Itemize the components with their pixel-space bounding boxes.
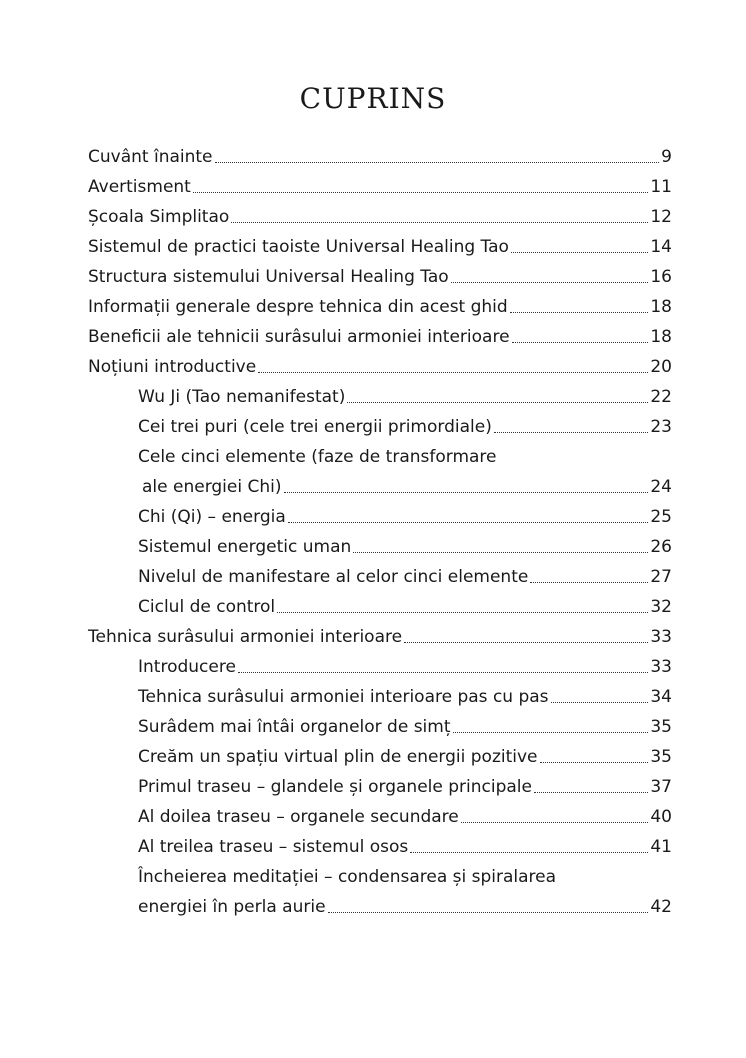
dot-leader — [193, 191, 649, 193]
toc-entry — [88, 532, 672, 562]
toc-title: CUPRINS — [299, 82, 447, 115]
toc-entry — [88, 832, 672, 862]
toc-entry — [88, 682, 672, 712]
toc-entry-page-number: 37 — [650, 777, 672, 797]
toc-entry-page-number: 32 — [650, 597, 672, 617]
toc-entry-page-number: 41 — [650, 837, 672, 857]
dot-leader — [540, 761, 649, 763]
toc-entry — [88, 442, 672, 472]
toc-entry — [88, 412, 672, 442]
toc-entry-page-number: 22 — [650, 387, 672, 407]
dot-leader — [258, 371, 648, 373]
dot-leader — [353, 551, 648, 553]
dot-leader — [347, 401, 648, 403]
dot-leader — [511, 251, 648, 253]
dot-leader — [494, 431, 649, 433]
dot-leader — [451, 281, 649, 283]
toc-entry — [88, 352, 672, 382]
dot-leader — [404, 641, 648, 643]
toc-entry-title: Informații generale despre tehnica din acest ghid — [88, 297, 508, 317]
toc-entry-title: Cuvânt înainte — [88, 147, 213, 167]
toc-entry-page-number: 33 — [650, 627, 672, 647]
toc-entry — [88, 802, 672, 832]
toc-entry-page-number: 35 — [650, 717, 672, 737]
toc-entry — [88, 562, 672, 592]
toc-entry-title: Chi (Qi) – energia — [138, 507, 286, 527]
toc-entry-title: Cei trei puri (cele trei energii primordiale) — [138, 417, 492, 437]
dot-leader — [231, 221, 648, 223]
toc-entry-page-number: 42 — [650, 897, 672, 917]
toc-entry-title: Tehnica surâsului armoniei interioare pas cu pas — [138, 687, 549, 707]
toc-entry — [88, 502, 672, 532]
dot-leader — [510, 311, 649, 313]
dot-leader — [238, 671, 648, 673]
toc-entry-page-number: 35 — [650, 747, 672, 767]
toc-entry-page-number: 40 — [650, 807, 672, 827]
toc-entry-title: Avertisment — [88, 177, 191, 197]
toc-entry-page-number: 11 — [650, 177, 672, 197]
toc-entry-title: Ciclul de control — [138, 597, 276, 617]
toc-entry-page-number: 12 — [650, 207, 672, 227]
toc-entry — [88, 892, 672, 922]
toc-entry-title: Al treilea traseu – sistemul osos — [138, 837, 409, 857]
toc-entry — [88, 262, 672, 292]
toc-entry — [88, 472, 672, 502]
toc-entry-page-number: 34 — [650, 687, 672, 707]
toc-entry-page-number: 25 — [650, 507, 672, 527]
toc-entry-title: Al doilea traseu – organele secundare — [138, 807, 459, 827]
toc-entry — [88, 862, 672, 892]
toc-entry — [88, 142, 672, 172]
table-of-contents — [88, 142, 672, 922]
toc-entry — [88, 292, 672, 322]
toc-entry-title: energiei în perla aurie — [138, 897, 326, 917]
dot-leader — [512, 341, 649, 343]
dot-leader — [215, 161, 660, 163]
toc-entry — [88, 322, 672, 352]
toc-entry-title: Beneficii ale tehnicii surâsului armoniei interioare — [88, 327, 510, 347]
toc-entry-page-number: 20 — [650, 357, 672, 377]
toc-entry — [88, 202, 672, 232]
dot-leader — [284, 491, 649, 493]
toc-entry-title: ale energiei Chi) — [142, 477, 282, 497]
toc-entry-title: Sistemul de practici taoiste Universal Healing Tao — [88, 237, 509, 257]
dot-leader — [288, 521, 649, 523]
toc-entry — [88, 772, 672, 802]
toc-entry — [88, 652, 672, 682]
toc-entry — [88, 622, 672, 652]
toc-entry-page-number: 16 — [650, 267, 672, 287]
toc-entry-page-number: 27 — [650, 567, 672, 587]
toc-entry-title: Încheierea meditației – condensarea și spiralarea — [138, 867, 557, 887]
toc-entry-title: Wu Ji (Tao nemanifestat) — [138, 387, 346, 407]
toc-entry — [88, 382, 672, 412]
toc-entry-title: Sistemul energetic uman — [138, 537, 352, 557]
dot-leader — [534, 791, 648, 793]
toc-entry-title: Introducere — [138, 657, 236, 677]
toc-entry-title: Surâdem mai întâi organelor de simț — [138, 717, 451, 737]
toc-entry — [88, 742, 672, 772]
toc-entry-page-number: 24 — [650, 477, 672, 497]
dot-leader — [277, 611, 648, 613]
dot-leader — [551, 701, 649, 703]
dot-leader — [410, 851, 648, 853]
toc-entry-page-number: 18 — [650, 297, 672, 317]
toc-entry-title: Nivelul de manifestare al celor cinci elemente — [138, 567, 529, 587]
toc-entry-title: Noțiuni introductive — [88, 357, 257, 377]
dot-leader — [461, 821, 649, 823]
dot-leader — [453, 731, 649, 733]
toc-entry-page-number: 23 — [650, 417, 672, 437]
toc-entry — [88, 172, 672, 202]
toc-entry-title: Cele cinci elemente (faze de transformare — [138, 447, 497, 467]
toc-entry-title: Creăm un spațiu virtual plin de energii pozitive — [138, 747, 538, 767]
toc-entry-title: Tehnica surâsului armoniei interioare — [88, 627, 403, 647]
toc-entry-page-number: 14 — [650, 237, 672, 257]
toc-entry — [88, 232, 672, 262]
toc-entry-title: Primul traseu – glandele și organele principale — [138, 777, 532, 797]
toc-entry-page-number: 9 — [661, 147, 672, 167]
toc-entry — [88, 592, 672, 622]
toc-entry — [88, 712, 672, 742]
toc-entry-page-number: 26 — [650, 537, 672, 557]
toc-entry-page-number: 18 — [650, 327, 672, 347]
toc-entry-page-number: 33 — [650, 657, 672, 677]
toc-entry-title: Școala Simplitao — [88, 207, 230, 227]
dot-leader — [328, 911, 649, 913]
toc-entry-title: Structura sistemului Universal Healing Tao — [88, 267, 449, 287]
dot-leader — [530, 581, 648, 583]
